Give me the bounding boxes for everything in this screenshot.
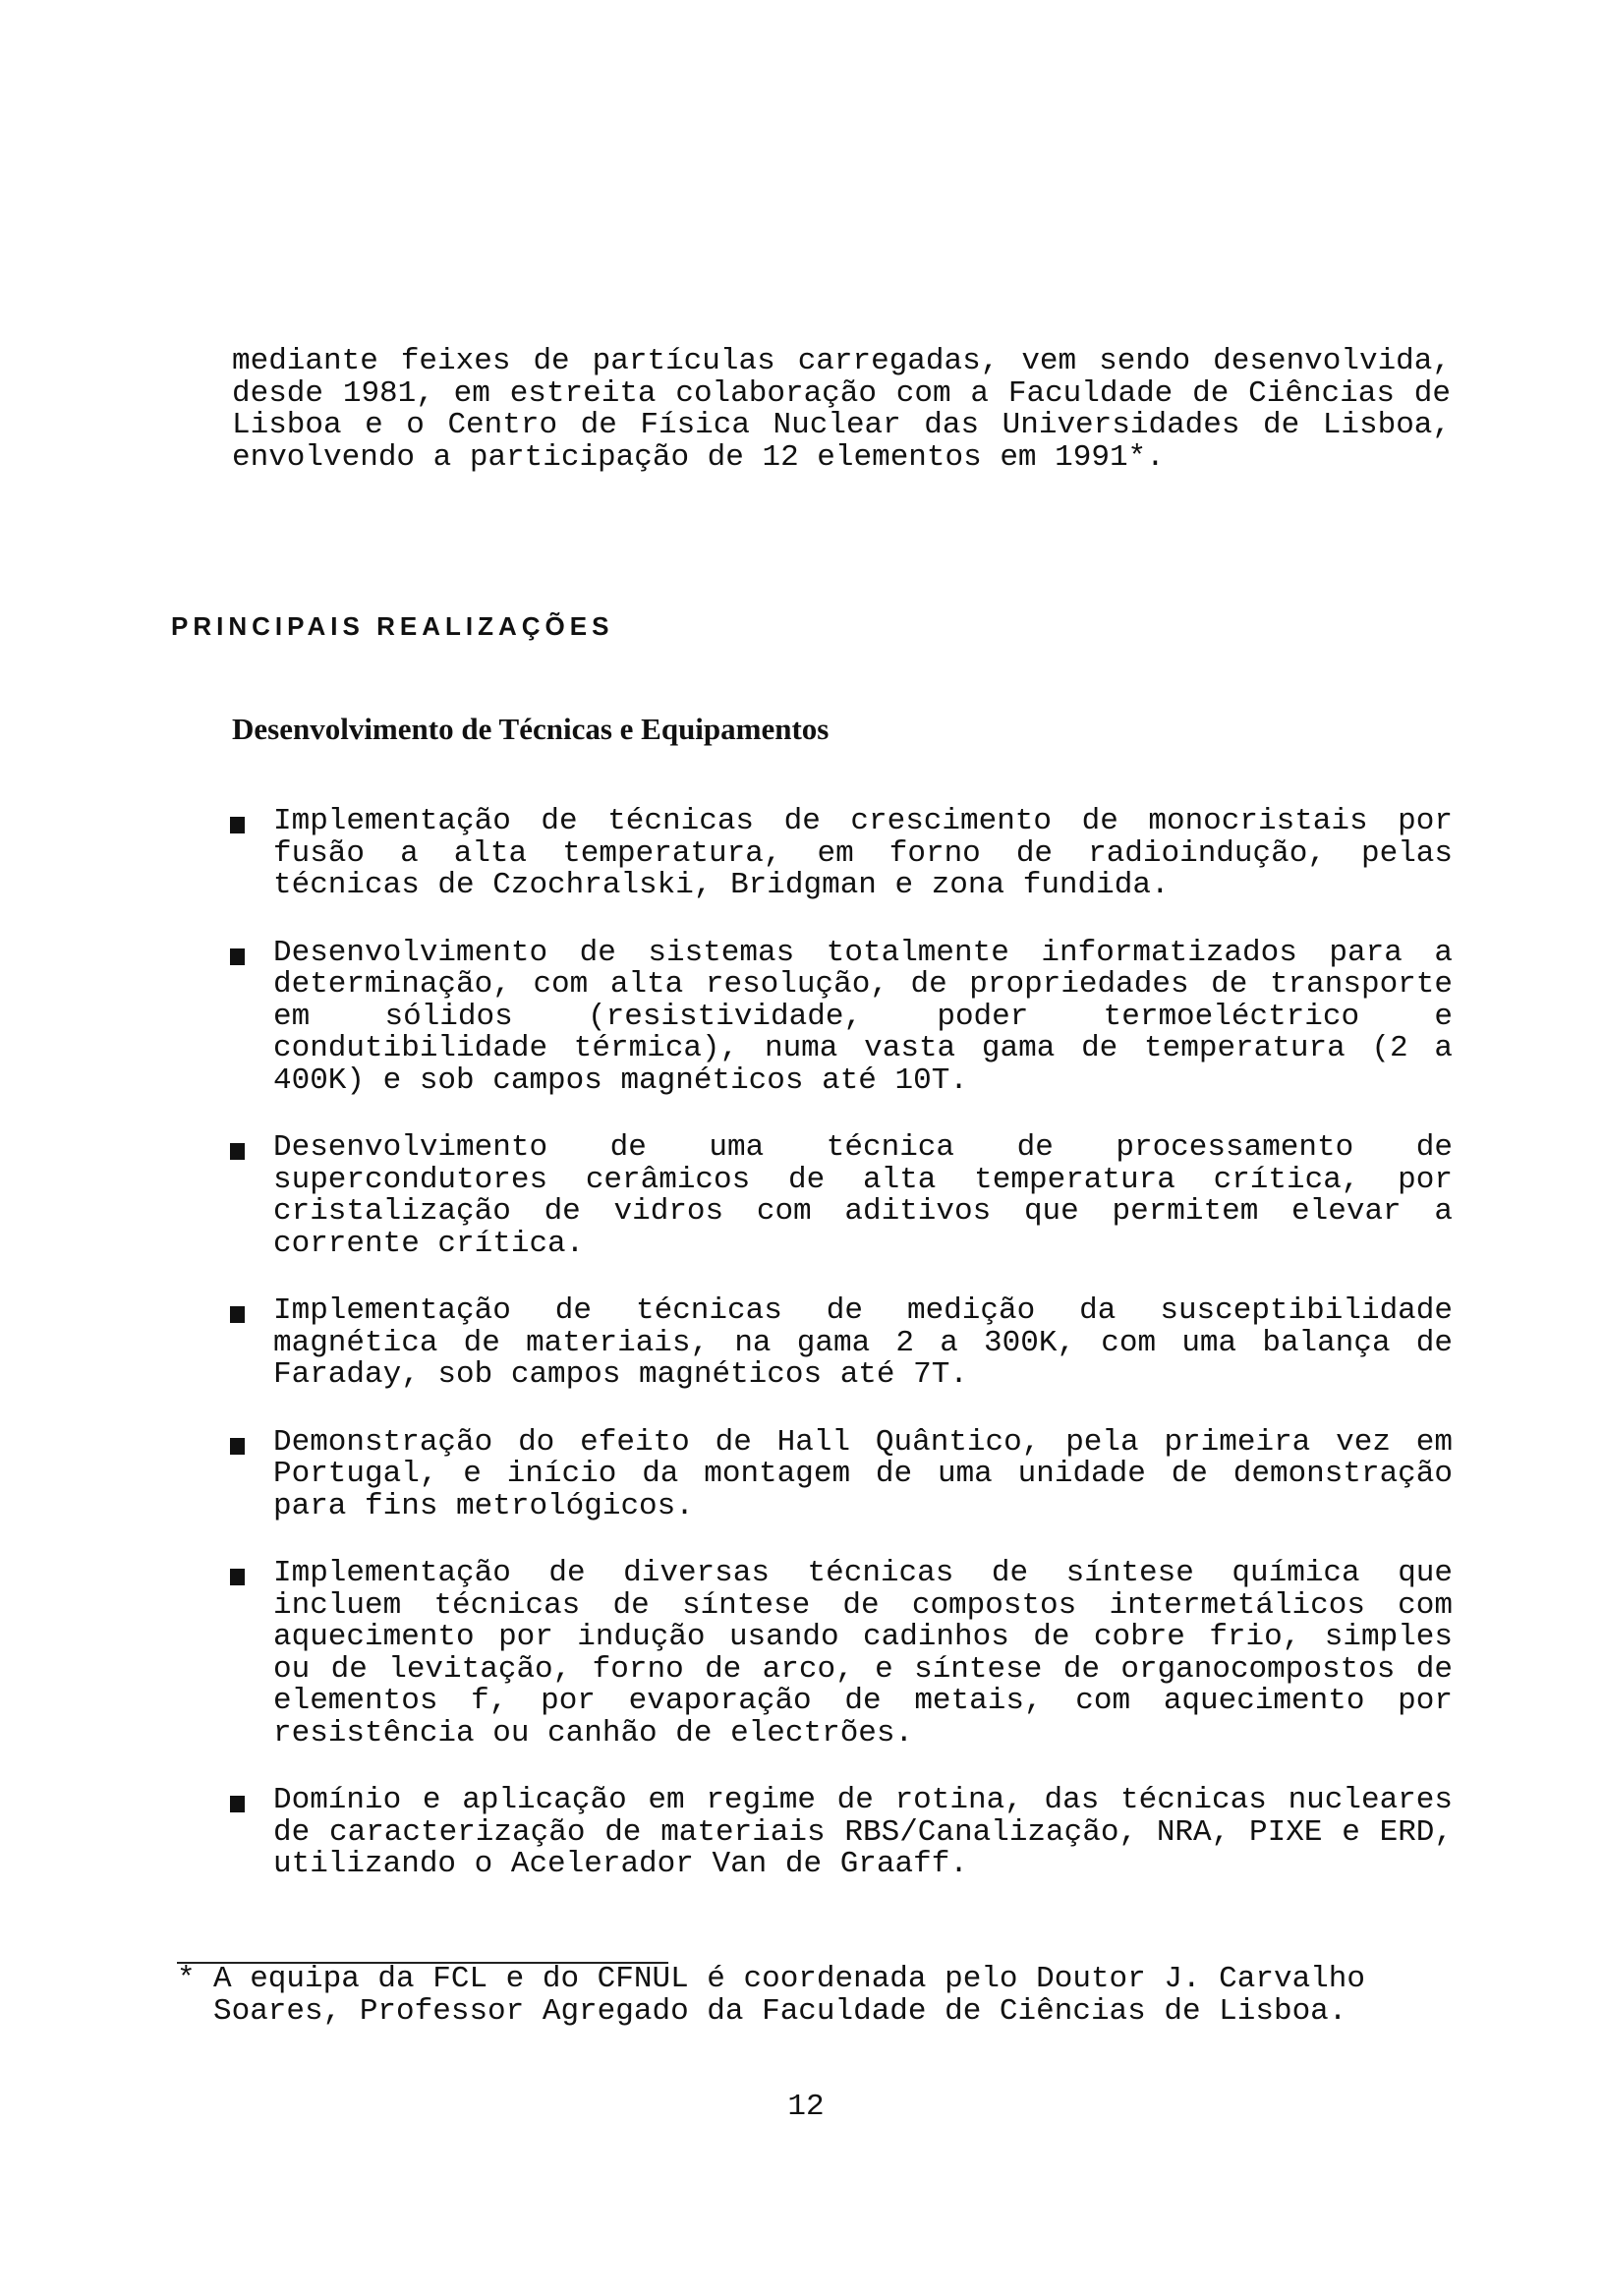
square-bullet-icon [230, 1438, 245, 1455]
list-item-text: Desenvolvimento de uma técnica de processamento de supercondutores cerâmicos de alta temperatura crítica, por cristalização de vidros com aditivos que permitem elevar a corrente crítica. [273, 1130, 1453, 1261]
square-bullet-icon [230, 1796, 245, 1812]
list-item [230, 1558, 1453, 1750]
square-bullet-icon [230, 948, 245, 965]
list-item [230, 935, 1453, 1098]
list-item-text: Implementação de técnicas de medição da susceptibilidade magnética de materiais, na gama 2 a 300K, com uma balança de Faraday, sob campos magnéticos até 7T. [273, 1293, 1453, 1392]
list-item-text: Implementação de diversas técnicas de síntese química que incluem técnicas de síntese de compostos intermetálicos com aquecimento por indução usando cadinhos de cobre frio, simples ou de levitação, forno de arco, e síntese de organocompostos de elementos f, por evaporação de metais, com aquecimento por resistência ou canhão de electrões. [273, 1556, 1453, 1751]
square-bullet-icon [230, 1143, 245, 1160]
footnote-text-2: Soares, Professor Agregado da Faculdade de Ciências de Lisboa. [213, 1993, 1347, 2029]
square-bullet-icon [230, 1306, 245, 1323]
section-heading: PRINCIPAIS REALIZAÇÕES [171, 611, 614, 641]
footnote [177, 1964, 1455, 2028]
list-item-text: Demonstração do efeito de Hall Quântico, pela primeira vez em Portugal, e início da montagem de uma unidade de demonstração para fins metrológicos. [273, 1424, 1453, 1523]
footnote-text-1: A equipa da FCL e do CFNUL é coordenada pelo Doutor J. Carvalho [213, 1962, 1365, 1996]
square-bullet-icon [230, 817, 245, 833]
achievements-list [230, 806, 1453, 1917]
footnote-marker: * [177, 1962, 196, 1996]
page-number: 12 [787, 2090, 825, 2124]
list-item [230, 1295, 1453, 1392]
square-bullet-icon [230, 1569, 245, 1585]
footnote-line-1 [177, 1964, 1455, 1996]
list-item-text: Domínio e aplicação em regime de rotina, das técnicas nucleares de caracterização de materiais RBS/Canalização, NRA, PIXE e ERD, utilizando o Acelerador Van de Graaff. [273, 1783, 1453, 1881]
list-item [230, 1424, 1453, 1523]
list-item [230, 1785, 1453, 1881]
list-item-text: Desenvolvimento de sistemas totalmente informatizados para a determinação, com alta resolução, de propriedades de transporte em sólidos (resistividade, poder termoeléctrico e condutibilidade térmica), numa vasta gama de temperatura (2 a 400K) e sob campos magnéticos até 10T. [273, 935, 1453, 1098]
sub-heading: Desenvolvimento de Técnicas e Equipamentos [232, 712, 830, 746]
list-item [230, 806, 1453, 902]
footnote-line-2 [177, 1993, 1455, 2029]
list-item-text: Implementação de técnicas de crescimento de monocristais por fusão a alta temperatura, em forno de radioindução, pelas técnicas de Czochralski, Bridgman e zona fundida. [273, 804, 1453, 902]
intro-paragraph: mediante feixes de partículas carregadas, vem sendo desenvolvida, desde 1981, em estreita colaboração com a Faculdade de Ciências de Lisboa e o Centro de Física Nuclear das Universidades de Lisboa, envolvendo a participação de 12 elementos em 1991*. [232, 344, 1451, 475]
list-item [230, 1132, 1453, 1260]
